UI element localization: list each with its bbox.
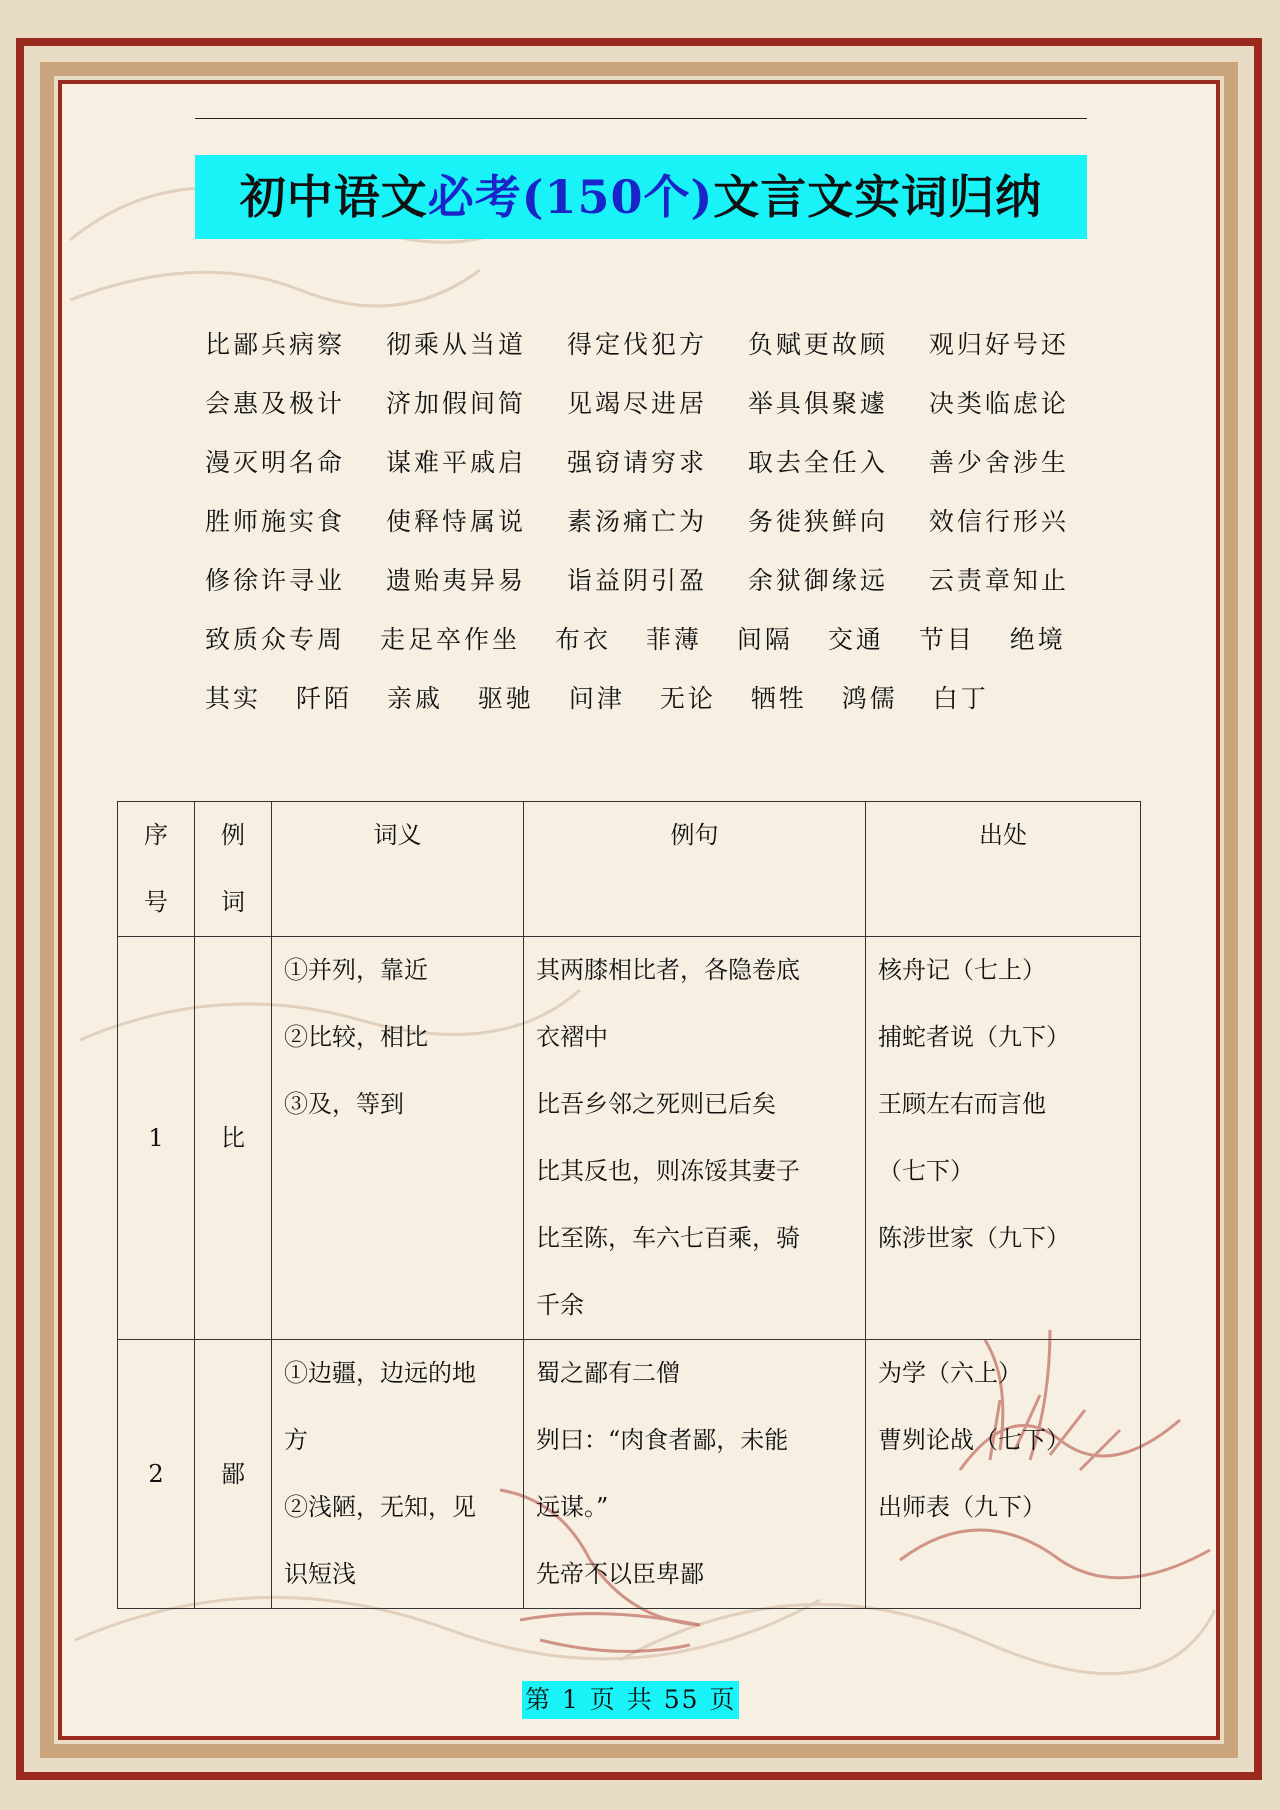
header-text: 例 [221,821,245,849]
row-examples [524,1340,866,1609]
word-group: 布衣 [554,625,611,654]
word-group: 遗贻夷异易 [385,566,526,595]
row-examples [524,937,866,1340]
example-line: 刿曰：“肉食者鄙，未能 [536,1426,789,1454]
word-group: 得定伐犯方 [566,330,707,359]
word-group: 决类临虑论 [928,389,1069,418]
source-line: （七下） [878,1157,974,1185]
word-group: 举具俱聚遽 [747,389,888,418]
table-row [118,1340,1141,1609]
word-group: 问津 [568,684,625,713]
example-line: 其两膝相比者，各隐卷底 [536,956,800,984]
word-row [205,610,1105,669]
page-title [195,155,1087,239]
row-sources [866,1340,1141,1609]
word-group: 间隔 [736,625,793,654]
word-group: 致质众专周 [205,625,346,654]
word-group: 牺牲 [750,684,807,713]
row-meanings [272,1340,524,1609]
title-part-1: 初中语文 [239,170,428,224]
word-group: 观归好号还 [928,330,1069,359]
word-group: 效信行形兴 [928,507,1069,536]
vocabulary-table [117,801,1141,1609]
header-rule [195,118,1087,119]
word-group: 余狱御缘远 [747,566,888,595]
word-group: 修徐许寻业 [205,566,346,595]
example-line: 比吾乡邻之死则已后矣 [536,1090,776,1118]
row-word: 鄙 [195,1340,272,1609]
word-group: 云责章知止 [928,566,1069,595]
source-line: 为学（六上） [878,1359,1022,1387]
meaning-line: 识短浅 [284,1560,356,1588]
row-meanings [272,937,524,1340]
example-line: 千余 [536,1291,584,1319]
word-group: 鸿儒 [841,684,898,713]
meaning-line: ①并列，靠近 [284,956,428,984]
word-group: 彻乘从当道 [385,330,526,359]
word-group: 交通 [827,625,884,654]
example-line: 先帝不以臣卑鄙 [536,1560,704,1588]
word-group: 善少舍涉生 [928,448,1069,477]
meaning-line: ①边疆，边远的地 [284,1359,476,1387]
meaning-line: ②比较，相比 [284,1023,428,1051]
source-line: 王顾左右而言他 [878,1090,1046,1118]
word-group: 诣益阴引盈 [566,566,707,595]
word-group: 白丁 [932,684,989,713]
word-group: 会惠及极计 [205,389,346,418]
word-group: 阡陌 [295,684,352,713]
word-group: 胜师施实食 [205,507,346,536]
word-group: 使释恃属说 [385,507,526,536]
source-line: 捕蛇者说（九下） [878,1023,1070,1051]
source-line: 曹刿论战（七下） [878,1426,1070,1454]
row-word: 比 [195,937,272,1340]
example-line: 比其反也，则冻馁其妻子 [536,1157,800,1185]
word-group: 绝境 [1009,625,1066,654]
header-example-word [195,802,272,937]
word-row [205,433,1105,492]
word-row [205,374,1105,433]
source-line: 出师表（九下） [878,1493,1046,1521]
title-part-3: 文言文实词归纳 [713,170,1043,224]
example-line: 远谋。” [536,1493,609,1521]
word-group: 其实 [205,684,262,713]
meaning-line: 方 [284,1426,308,1454]
row-number: 2 [118,1340,195,1609]
row-number: 1 [118,937,195,1340]
meaning-line: ②浅陋，无知，见 [284,1493,476,1521]
word-group: 无论 [659,684,716,713]
table-row [118,937,1141,1340]
header-serial-number [118,802,195,937]
word-row [205,315,1105,374]
word-list [205,315,1105,728]
word-group: 亲戚 [386,684,443,713]
word-row [205,492,1105,551]
word-group: 强窃请穷求 [566,448,707,477]
example-line: 蜀之鄙有二僧 [536,1359,680,1387]
page-number-footer: 第 1 页 共 55 页 [522,1681,739,1719]
example-line: 衣褶中 [536,1023,608,1051]
word-group: 素汤痛亡为 [566,507,707,536]
example-line: 比至陈，车六七百乘，骑 [536,1224,800,1252]
word-row [205,669,1105,728]
header-meaning: 词义 [272,802,524,937]
header-text: 号 [144,888,168,916]
row-sources [866,937,1141,1340]
header-source: 出处 [866,802,1141,937]
header-text: 词 [221,888,245,916]
word-group: 济加假间简 [385,389,526,418]
word-group: 节目 [918,625,975,654]
header-text: 序 [144,821,168,849]
word-group: 见竭尽进居 [566,389,707,418]
table-header-row [118,802,1141,937]
word-group: 漫灭明名命 [205,448,346,477]
meaning-line: ③及，等到 [284,1090,404,1118]
word-group: 负赋更故顾 [747,330,888,359]
word-group: 驱驰 [477,684,534,713]
word-row [205,551,1105,610]
word-group: 谋难平戚启 [385,448,526,477]
word-group: 走足卒作坐 [379,625,520,654]
title-part-2: 必考(150个) [427,170,714,224]
word-group: 取去全任入 [747,448,888,477]
source-line: 陈涉世家（九下） [878,1224,1070,1252]
word-group: 务徙狭鲜向 [747,507,888,536]
word-group: 比鄙兵病察 [205,330,346,359]
source-line: 核舟记（七上） [878,956,1046,984]
header-example-sentence: 例句 [524,802,866,937]
word-group: 菲薄 [645,625,702,654]
